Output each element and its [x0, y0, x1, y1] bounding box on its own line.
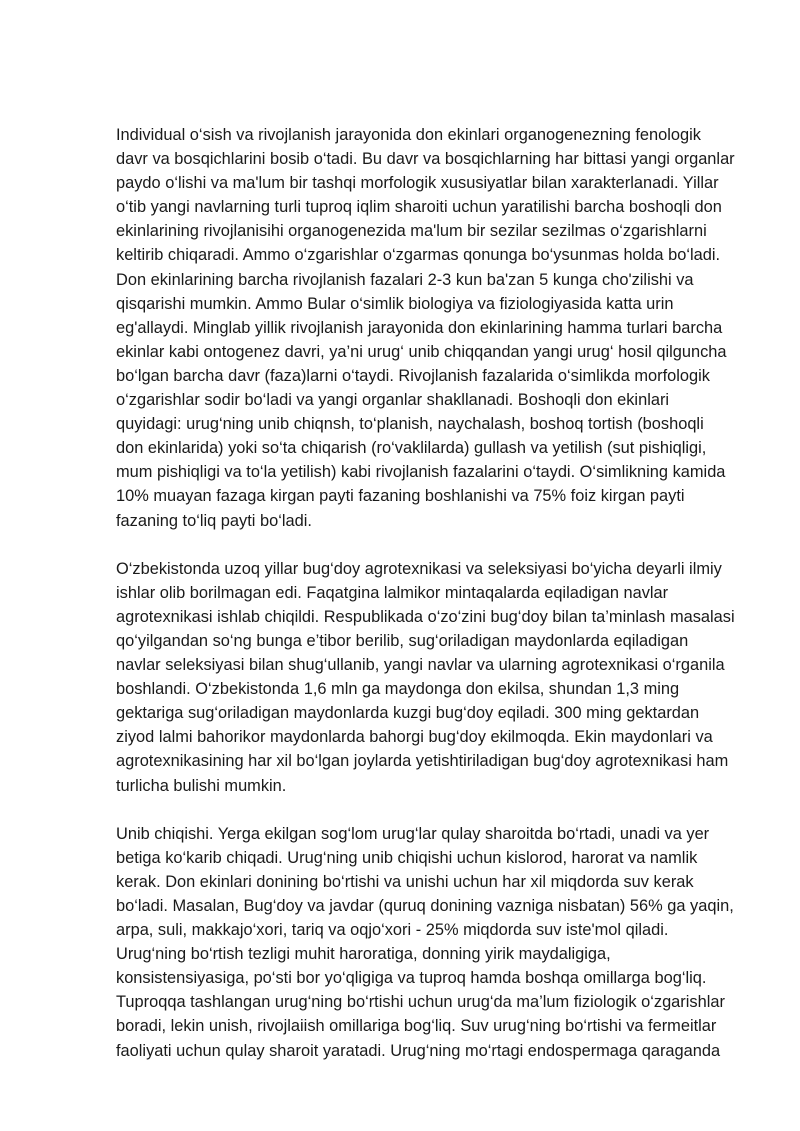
text-line: paydo o‘lishi va ma'lum bir tashqi morfologik xususiyatlar bilan xarakterlanadi. Yillar — [116, 174, 719, 193]
text-line: quyidagi: urug‘ning unib chiqnsh, to‘planish, naychalash, boshoq tortish (boshoqli — [116, 415, 704, 434]
text-line: o‘zgarishlar sodir bo‘ladi va yangi organlar shakllanadi. Boshoqli don ekinlari — [116, 391, 670, 410]
text-line: qisqarishi mumkin. Ammo Bular o‘simlik biologiya va fiziologiyasida katta urin — [116, 294, 674, 313]
text-line: agrotexnikasining har xil bo‘lgan joylarda yetishtiriladigan bug‘doy agrotexnikasi ham — [116, 752, 729, 771]
text-line: turlicha bulishi mumkin. — [116, 776, 287, 795]
text-line: eg'allaydi. Minglab yillik rivojlanish jarayonida don ekinlarining hamma turlari barcha — [116, 318, 723, 337]
text-line: boradi, lekin unish, rivojlaiish omillariga bog‘liq. Suv urug‘ning bo‘rtishi va fermeitlar — [116, 1017, 717, 1036]
text-line: Unib chiqishi. Yerga ekilgan sog‘lom urug‘lar qulay sharoitda bo‘rtadi, unadi va yer — [116, 824, 710, 843]
text-line: ziyod lalmi bahorikor maydonlarda bahorgi bug‘doy ekilmoqda. Ekin maydonlari va — [116, 728, 713, 747]
text-line: ekinlarining rivojlanisihi organogenezida ma'lum bir sezilar sezilmas o‘zgarishlarni — [116, 222, 707, 241]
text-line: bo‘ladi. Masalan, Bug‘doy va javdar (quruq donining vazniga nisbatan) 56% ga yaqin, — [116, 897, 734, 915]
text-line: agrotexnikasi ishlab chiqildi. Respublikada o‘zo‘zini bug‘doy bilan ta’minlash masalasi — [116, 607, 735, 626]
text-line: arpa, suli, makkajo‘xori, tariq va oqjo‘xori - 25% miqdorda suv iste'mol qiladi. — [116, 921, 669, 940]
text-line: O‘zbekistonda uzoq yillar bug‘doy agrotexnikasi va seleksiyasi bo‘yicha deyarli ilmiy — [116, 559, 722, 578]
text-line: faoliyati uchun qulay sharoit yaratadi. Urug‘ning mo‘rtagi endospermaga qaraganda — [116, 1041, 721, 1060]
text-line: ekinlar kabi ontogenez davri, ya’ni urug‘ unib chiqqandan yangi urug‘ hosil qilguncha — [116, 342, 727, 361]
text-line: Tuproqqa tashlangan urug‘ning bo‘rtishi uchun urug‘da ma’lum fiziologik o‘zgarishlar — [116, 993, 725, 1012]
text-line: mum pishiqligi va to‘la yetilish) kabi rivojlanish fazalarini o‘taydi. O‘simlikning kamida — [116, 463, 726, 482]
text-line: 10% muayan fazaga kirgan payti fazaning boshlanishi va 75% foiz kirgan payti — [116, 487, 685, 506]
text-line: konsistensiyasiga, po‘sti bor yo‘qligiga va tuproq hamda boshqa omillarga bog‘liq. — [116, 969, 707, 988]
text-line: Urug‘ning bo‘rtish tezligi muhit haroratiga, donning yirik maydaligiga, — [116, 945, 611, 964]
text-line: o‘tib yangi navlarning turli tuproq iqlim sharoiti uchun yaratilishi barcha boshoqli don — [116, 198, 722, 217]
text-line: davr va bosqichlarini bosib o‘tadi. Bu davr va bosqichlarning har bittasi yangi organlar — [116, 150, 735, 169]
text-line: keltirib chiqaradi. Ammo o‘zgarishlar o‘zgarmas qonunga bo‘ysunmas holda bo‘ladi. — [116, 246, 721, 265]
paragraph-uzbekistan-wheat — [116, 557, 746, 798]
text-line: navlar seleksiyasi bilan shug‘ullanib, yangi navlar va ularning agrotexnikasi o‘rganila — [116, 656, 725, 675]
text-line: fazaning to‘liq payti bo‘ladi. — [116, 511, 312, 530]
paragraph-development-phases — [116, 123, 746, 533]
text-line: Don ekinlarining barcha rivojlanish fazalari 2-3 kun ba'zan 5 kunga cho'zilishi va — [116, 270, 694, 289]
text-line: bo‘lgan barcha davr (faza)larni o‘taydi. Rivojlanish fazalarida o‘simlikda morfologik — [116, 366, 710, 385]
text-line: boshlandi. O‘zbekistonda 1,6 mln ga maydonga don ekilsa, shundan 1,3 ming — [116, 680, 680, 699]
text-line: Individual o‘sish va rivojlanish jarayonida don ekinlari organogenezning fenologik — [116, 126, 701, 144]
text-line: gektariga sug‘oriladigan maydonlarda kuzgi bug‘doy eqiladi. 300 ming gektardan — [116, 704, 700, 723]
text-line: betiga ko‘karib chiqadi. Urug‘ning unib chiqishi uchun kislorod, harorat va namlik — [116, 848, 698, 867]
paragraph-germination — [116, 822, 746, 1063]
text-line: qo‘yilgandan so‘ng bunga e’tibor berilib, sug‘oriladigan maydonlarda eqiladigan — [116, 631, 689, 650]
text-line: kerak. Don ekinlari donining bo‘rtishi va unishi uchun har xil miqdorda suv kerak — [116, 872, 694, 891]
text-line: ishlar olib borilmagan edi. Faqatgina lalmikor mintaqalarda eqiladigan navlar — [116, 583, 669, 602]
document-body — [116, 123, 746, 1087]
text-line: don ekinlarida) yoki so‘ta chiqarish (ro‘vaklilarda) gullash va yetilish (sut pishiqligi, — [116, 439, 707, 458]
